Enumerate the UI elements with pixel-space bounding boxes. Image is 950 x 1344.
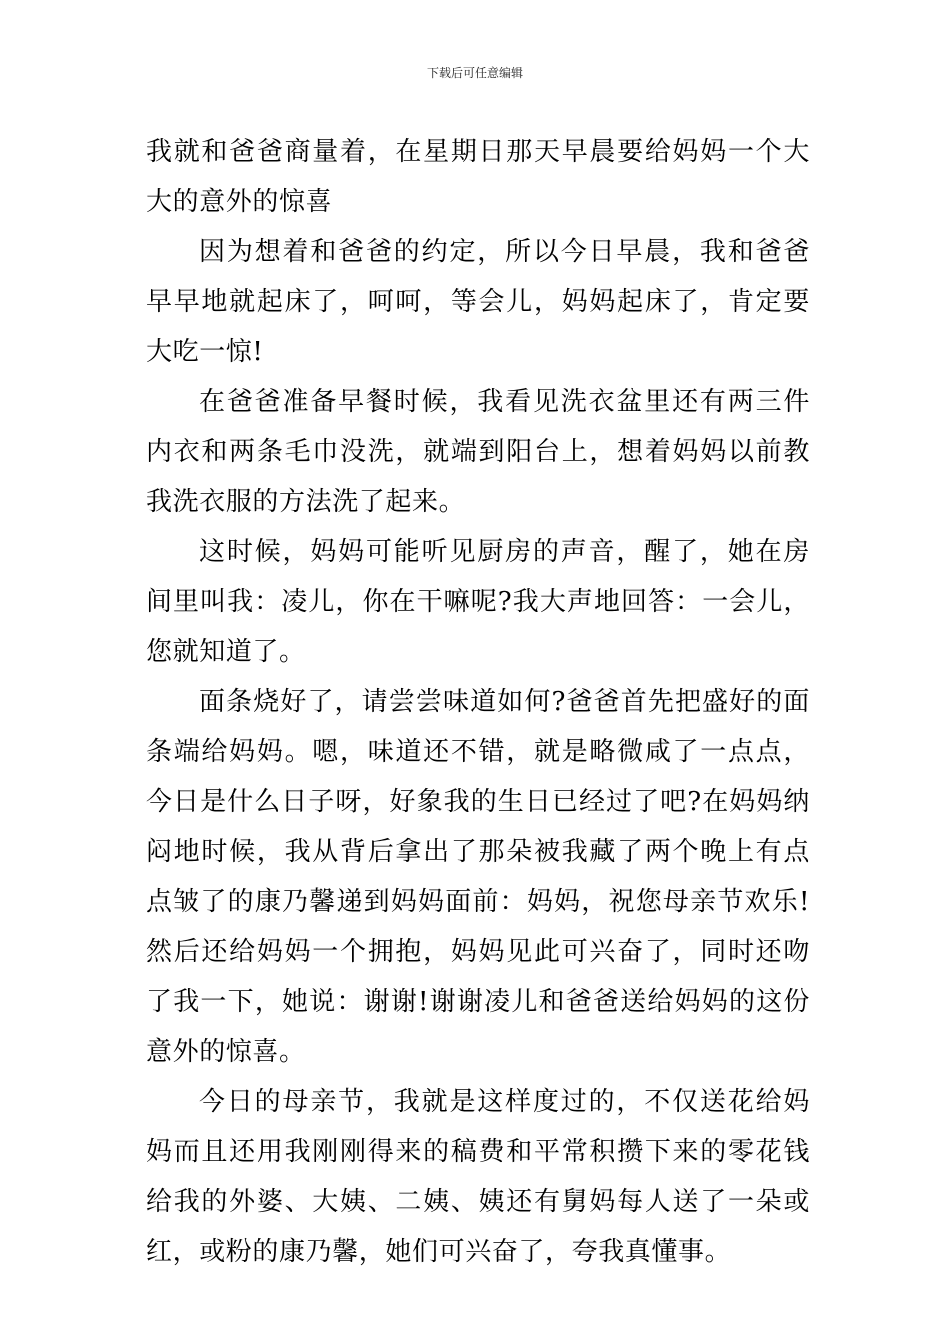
- paragraph: 在爸爸准备早餐时候，我看见洗衣盆里还有两三件内衣和两条毛巾没洗，就端到阳台上，想着妈妈以前教我洗衣服的方法洗了起来。: [146, 387, 810, 517]
- paragraph-continuation: 我就和爸爸商量着，在星期日那天早晨要给妈妈一个大大的意外的惊喜: [146, 137, 810, 217]
- paragraph: 今日的母亲节，我就是这样度过的，不仅送花给妈妈而且还用我刚刚得来的稿费和平常积攒下来的零花钱给我的外婆、大姨、二姨、姨还有舅妈每人送了一朵或红，或粉的康乃馨，她们可兴奋了，夸我真懂事。: [146, 1087, 810, 1267]
- page-header: 下载后可任意编辑: [426, 66, 523, 80]
- paragraph: 面条烧好了，请尝尝味道如何?爸爸首先把盛好的面条端给妈妈。嗯，味道还不错，就是略微咸了一点点，今日是什么日子呀，好象我的生日已经过了吧?在妈妈纳闷地时候，我从背后拿出了那朵被我藏了两个晚上有点点皱了的康乃馨递到妈妈面前：妈妈，祝您母亲节欢乐!然后还给妈妈一个拥抱，妈妈见此可兴奋了，同时还吻了我一下，她说：谢谢!谢谢凌儿和爸爸送给妈妈的这份意外的惊喜。: [146, 687, 810, 1067]
- paragraph: 因为想着和爸爸的约定，所以今日早晨，我和爸爸早早地就起床了，呵呵，等会儿，妈妈起床了，肯定要大吃一惊!: [146, 237, 810, 367]
- paragraph: 这时候，妈妈可能听见厨房的声音，醒了，她在房间里叫我：凌儿，你在干嘛呢?我大声地回答：一会儿，您就知道了。: [146, 537, 810, 667]
- document-body: [146, 127, 810, 1277]
